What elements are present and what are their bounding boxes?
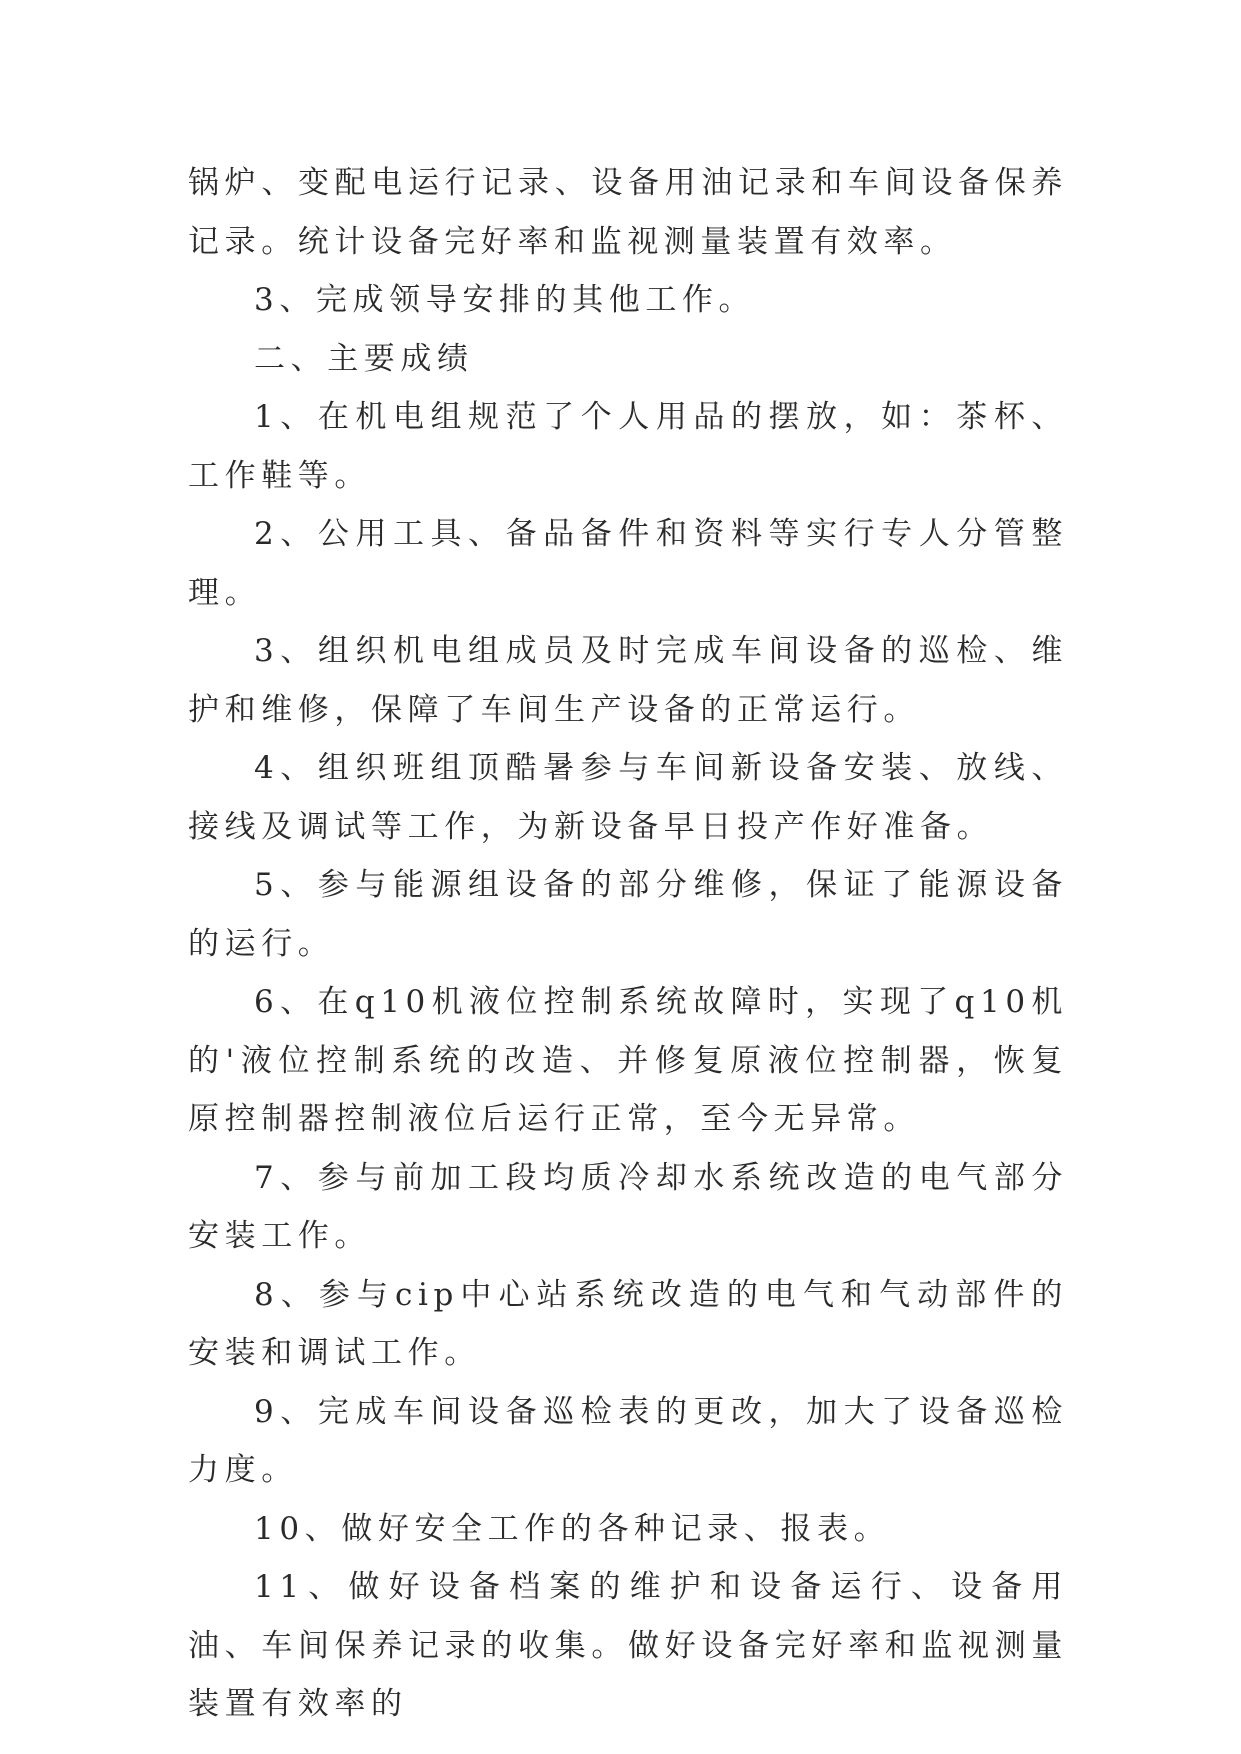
paragraph-achievement-2: 2、公用工具、备品备件和资料等实行专人分管整理。 bbox=[188, 516, 1068, 611]
paragraph-achievement-7: 7、参与前加工段均质冷却水系统改造的电气部分安装工作。 bbox=[188, 1159, 1068, 1254]
paragraph-achievement-6: 6、在q10机液位控制系统故障时，实现了q10机的'液位控制系统的改造、并修复原液位控制器，恢复原控制器控制液位后运行正常，至今无异常。 bbox=[188, 984, 1068, 1137]
paragraph-item-3-other-work: 3、完成领导安排的其他工作。 bbox=[254, 282, 756, 318]
paragraph-achievement-4: 4、组织班组顶酷暑参与车间新设备安装、放线、接线及调试等工作，为新设备早日投产作好准备。 bbox=[188, 750, 1068, 845]
paragraph-achievement-5: 5、参与能源组设备的部分维修，保证了能源设备的运行。 bbox=[188, 867, 1068, 962]
paragraph-achievement-8: 8、参与cip中心站系统改造的电气和气动部件的安装和调试工作。 bbox=[188, 1276, 1068, 1371]
paragraph-continuation: 锅炉、变配电运行记录、设备用油记录和车间设备保养记录。统计设备完好率和监视测量装置有效率。 bbox=[188, 165, 1068, 260]
paragraph-achievement-10: 10、做好安全工作的各种记录、报表。 bbox=[254, 1510, 891, 1547]
paragraph-achievement-9: 9、完成车间设备巡检表的更改，加大了设备巡检力度。 bbox=[188, 1393, 1068, 1488]
document-body bbox=[188, 154, 1068, 1734]
paragraph-achievement-1: 1、在机电组规范了个人用品的摆放，如：茶杯、工作鞋等。 bbox=[188, 399, 1068, 494]
paragraph-achievement-3: 3、组织机电组成员及时完成车间设备的巡检、维护和维修，保障了车间生产设备的正常运行。 bbox=[188, 633, 1068, 728]
paragraph-achievement-11: 11、做好设备档案的维护和设备运行、设备用油、车间保养记录的收集。做好设备完好率和监视测量装置有效率的 bbox=[188, 1569, 1068, 1722]
section-heading-main-achievements: 二、主要成绩 bbox=[254, 340, 474, 377]
